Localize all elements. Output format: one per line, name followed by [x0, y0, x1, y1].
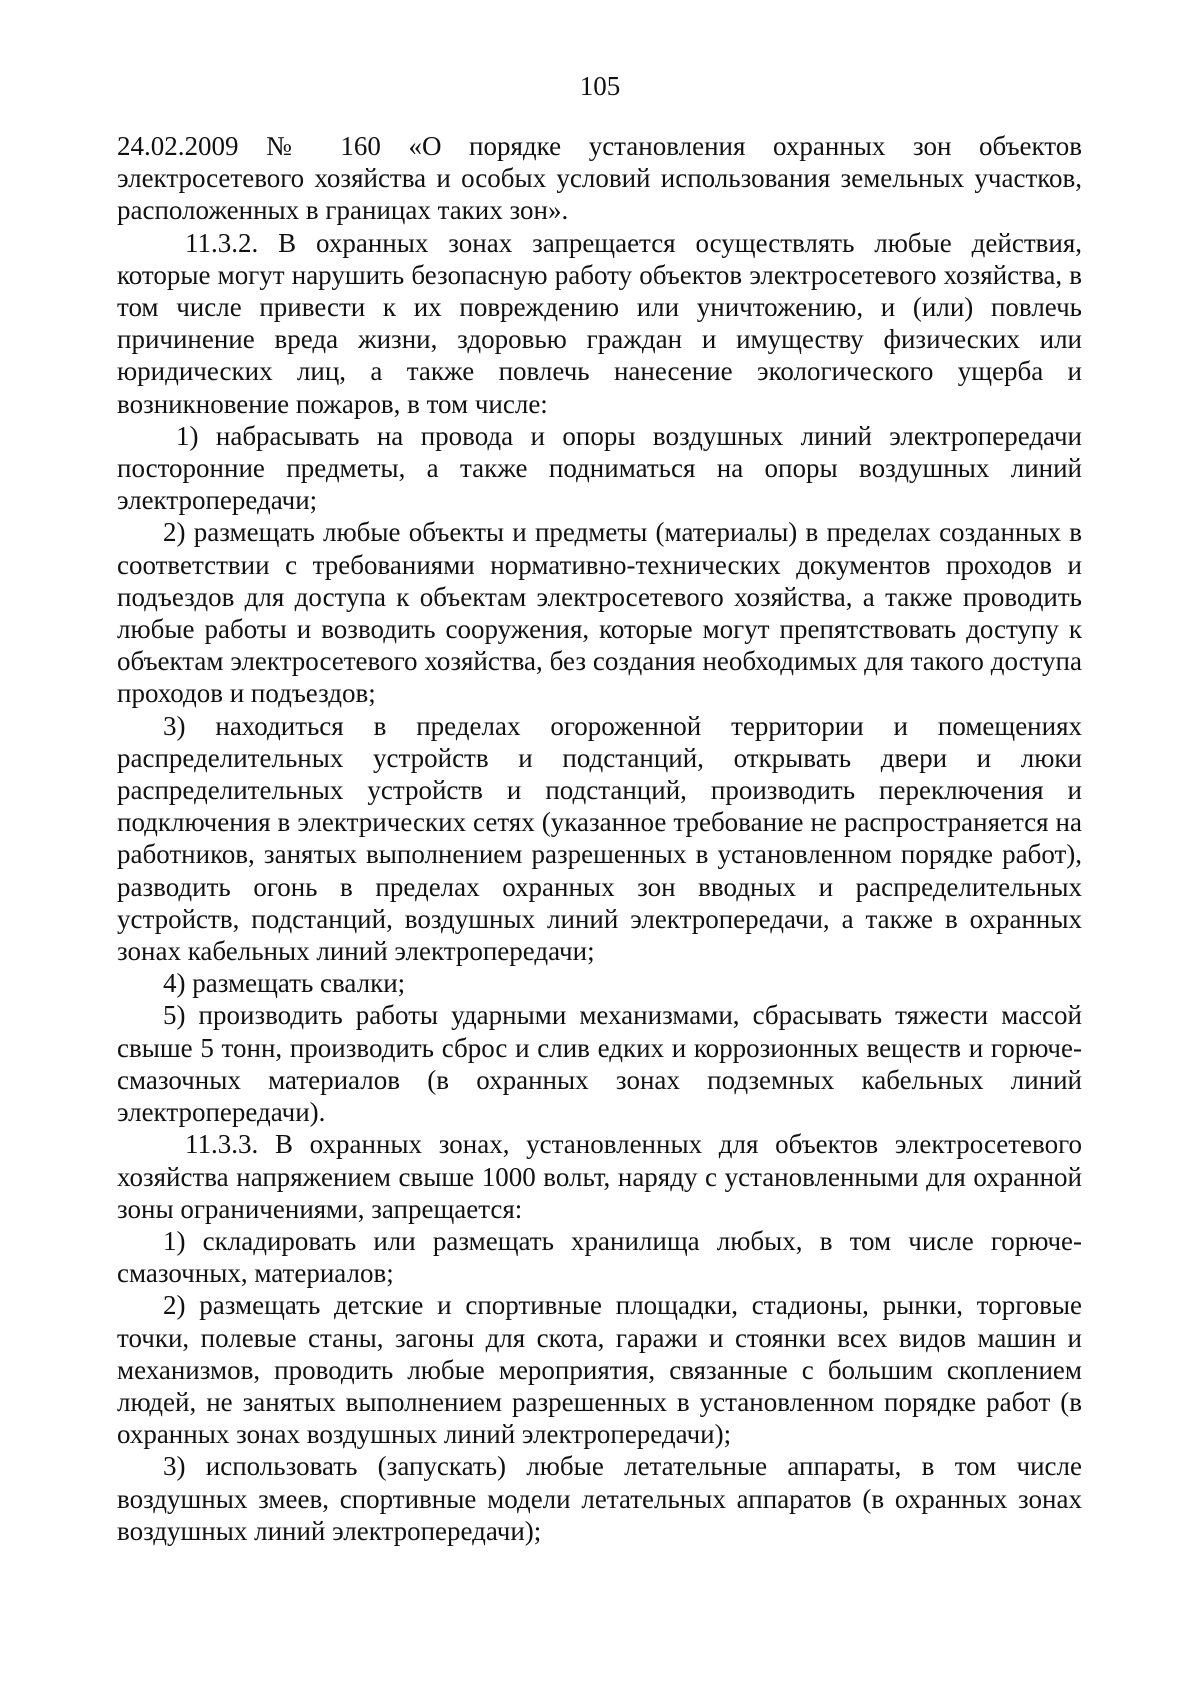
list-item-11-3-2-3: 3) находиться в пределах огороженной территории и помещениях распределительных устройств и подстанций, открывать двери и люки распределительных устройств и подстанций, производить переключения и подключения в электрических сетях (указанное требование не распространяется на работников, занятых выполнением разрешенных в установленном порядке работ), разводить огонь в пределах охранных зон вводных и распределительных устройств, подстанций, воздушных линий электропередачи, а также в охранных зонах кабельных линий электропередачи;	[117, 710, 1082, 967]
list-item-11-3-2-5: 5) производить работы ударными механизмами, сбрасывать тяжести массой свыше 5 тонн, производить сброс и слив едких и коррозионных веществ и горюче-смазочных материалов (в охранных зонах подземных кабельных линий электропередачи).	[117, 1000, 1082, 1128]
paragraph-decree-reference: 24.02.2009 № 160 «О порядке установления охранных зон объектов электросетевого хозяйства и особых условий использования земельных участков, расположенных в границах таких зон».	[117, 131, 1082, 226]
list-item-11-3-2-1: 1) набрасывать на провода и опоры воздушных линий электропередачи посторонние предметы, а также подниматься на опоры воздушных линий электропередачи;	[117, 420, 1082, 516]
list-item-11-3-3-2: 2) размещать детские и спортивные площадки, стадионы, рынки, торговые точки, полевые станы, загоны для скота, гаражи и стоянки всех видов машин и механизмов, проводить любые мероприятия, связанные с большим скоплением людей, не занятых выполнением разрешенных в установленном порядке работ (в охранных зонах воздушных линий электропередачи);	[117, 1290, 1082, 1450]
document-body	[117, 130, 1082, 1547]
paragraph-11-3-2: 11.3.2. В охранных зонах запрещается осуществлять любые действия, которые могут нарушить безопасную работу объектов электросетевого хозяйства, в том числе привести к их повреждению или уничтожению, и (или) повлечь причинение вреда жизни, здоровью граждан и имуществу физических или юридических лиц, а также повлечь нанесение экологического ущерба и возникновение пожаров, в том числе:	[117, 227, 1082, 419]
list-item-11-3-3-3: 3) использовать (запускать) любые летательные аппараты, в том числе воздушных змеев, спортивные модели летательных аппаратов (в охранных зонах воздушных линий электропередачи);	[117, 1451, 1082, 1546]
page-number: 105	[579, 71, 621, 101]
list-item-11-3-2-4: 4) размещать свалки;	[163, 968, 406, 999]
paragraph-11-3-3: 11.3.3. В охранных зонах, установленных для объектов электросетевого хозяйства напряжением свыше 1000 вольт, наряду с установленными для охранной зоны ограничениями, запрещается:	[117, 1129, 1082, 1224]
list-item-11-3-3-1: 1) складировать или размещать хранилища любых, в том числе горюче-смазочных, материалов;	[117, 1225, 1082, 1289]
list-item-11-3-2-2: 2) размещать любые объекты и предметы (материалы) в пределах созданных в соответствии с требованиями нормативно-технических документов проходов и подъездов для доступа к объектам электросетевого хозяйства, а также проводить любые работы и возводить сооружения, которые могут препятствовать доступу к объектам электросетевого хозяйства, без создания необходимых для такого доступа проходов и подъездов;	[117, 517, 1082, 709]
